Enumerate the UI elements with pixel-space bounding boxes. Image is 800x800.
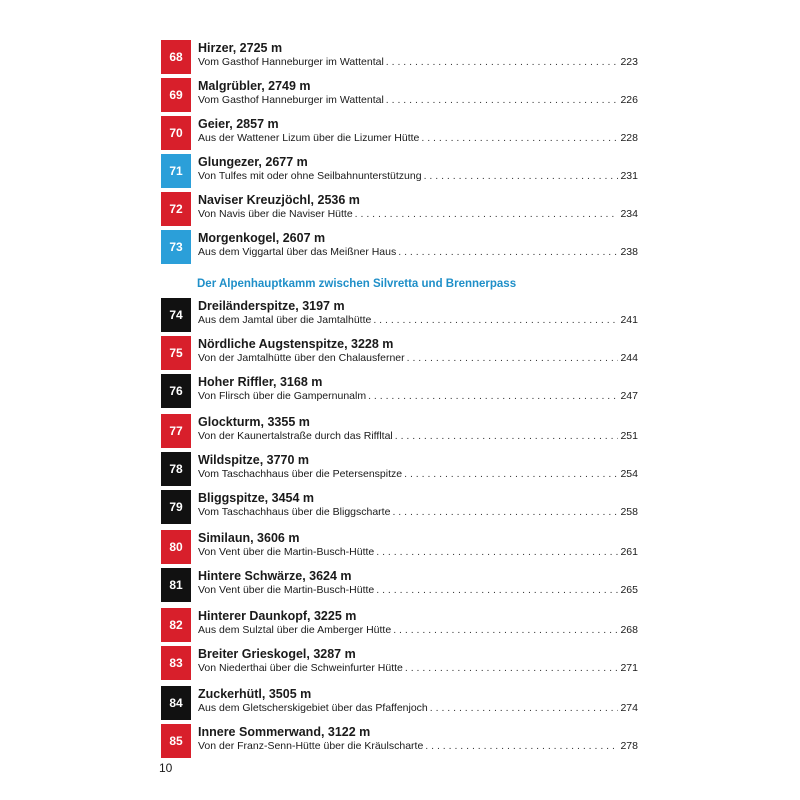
route-number-badge: 79 xyxy=(161,490,191,524)
dot-leader xyxy=(395,430,619,442)
route-line xyxy=(198,584,638,596)
route-description: Von der Jamtalhütte über den Chalausferner xyxy=(198,352,405,364)
toc-entry[interactable] xyxy=(161,414,641,448)
toc-entry[interactable] xyxy=(161,230,641,264)
dot-leader xyxy=(421,132,618,144)
toc-entry[interactable] xyxy=(161,608,641,642)
toc-entry[interactable] xyxy=(161,646,641,680)
peak-title: Hinterer Daunkopf, 3225 m xyxy=(198,609,357,623)
route-description: Vom Gasthof Hanneburger im Wattental xyxy=(198,94,384,106)
route-description: Von der Franz-Senn-Hütte über die Kräulscharte xyxy=(198,740,424,752)
route-number-badge: 75 xyxy=(161,336,191,370)
dot-leader xyxy=(425,740,618,752)
route-number-badge: 76 xyxy=(161,374,191,408)
peak-title: Hirzer, 2725 m xyxy=(198,41,283,55)
toc-entry[interactable] xyxy=(161,40,641,74)
peak-title: Glungezer, 2677 m xyxy=(198,155,308,169)
page-reference: 274 xyxy=(620,702,638,714)
route-number-badge: 71 xyxy=(161,154,191,188)
route-line xyxy=(198,170,638,182)
section-heading: Der Alpenhauptkamm zwischen Silvretta und Brennerpass xyxy=(197,278,517,290)
page-reference: 241 xyxy=(620,314,638,326)
route-number-badge: 73 xyxy=(161,230,191,264)
peak-title: Similaun, 3606 m xyxy=(198,531,300,545)
route-description: Von Vent über die Martin-Busch-Hütte xyxy=(198,546,375,558)
dot-leader xyxy=(355,208,619,220)
route-number-badge: 80 xyxy=(161,530,191,564)
page-number: 10 xyxy=(159,761,173,775)
route-line xyxy=(198,56,638,68)
route-line xyxy=(198,390,638,402)
dot-leader xyxy=(392,506,618,518)
toc-entry[interactable] xyxy=(161,374,641,408)
route-line xyxy=(198,430,638,442)
peak-title: Innere Sommerwand, 3122 m xyxy=(198,725,371,739)
route-description: Aus dem Jamtal über die Jamtalhütte xyxy=(198,314,372,326)
toc-entry[interactable] xyxy=(161,568,641,602)
route-description: Aus der Wattener Lizum über die Lizumer Hütte xyxy=(198,132,420,144)
page-reference: 226 xyxy=(620,94,638,106)
page-reference: 247 xyxy=(620,390,638,402)
dot-leader xyxy=(386,56,619,68)
route-number-badge: 69 xyxy=(161,78,191,112)
dot-leader xyxy=(407,352,619,364)
peak-title: Hoher Riffler, 3168 m xyxy=(198,375,323,389)
route-number-badge: 85 xyxy=(161,724,191,758)
peak-title: Morgenkogel, 2607 m xyxy=(198,231,326,245)
toc-entry[interactable] xyxy=(161,192,641,226)
page-reference: 254 xyxy=(620,468,638,480)
route-line xyxy=(198,352,638,364)
route-description: Vom Gasthof Hanneburger im Wattental xyxy=(198,56,384,68)
route-number-badge: 84 xyxy=(161,686,191,720)
toc-entry[interactable] xyxy=(161,116,641,150)
page-reference: 238 xyxy=(620,246,638,258)
route-line xyxy=(198,94,638,106)
route-description: Von der Kaunertalstraße durch das Riffltal xyxy=(198,430,393,442)
toc-entry[interactable] xyxy=(161,686,641,720)
route-number-badge: 81 xyxy=(161,568,191,602)
peak-title: Bliggspitze, 3454 m xyxy=(198,491,315,505)
route-description: Aus dem Viggartal über das Meißner Haus xyxy=(198,246,397,258)
peak-title: Glockturm, 3355 m xyxy=(198,415,310,429)
route-description: Von Navis über die Naviser Hütte xyxy=(198,208,353,220)
peak-title: Malgrübler, 2749 m xyxy=(198,79,311,93)
route-line xyxy=(198,506,638,518)
route-description: Von Vent über die Martin-Busch-Hütte xyxy=(198,584,375,596)
route-line xyxy=(198,740,638,752)
toc-entry[interactable] xyxy=(161,298,641,332)
route-number-badge: 72 xyxy=(161,192,191,226)
dot-leader xyxy=(386,94,619,106)
toc-entry[interactable] xyxy=(161,336,641,370)
route-line xyxy=(198,662,638,674)
page-reference: 261 xyxy=(620,546,638,558)
route-line xyxy=(198,132,638,144)
page-reference: 268 xyxy=(620,624,638,636)
route-line xyxy=(198,624,638,636)
route-line xyxy=(198,546,638,558)
route-description: Vom Taschachhaus über die Bliggscharte xyxy=(198,506,391,518)
dot-leader xyxy=(368,390,618,402)
route-description: Von Flirsch über die Gampernunalm xyxy=(198,390,367,402)
route-number-badge: 77 xyxy=(161,414,191,448)
peak-title: Nördliche Augstenspitze, 3228 m xyxy=(198,337,394,351)
route-number-badge: 68 xyxy=(161,40,191,74)
toc-entry[interactable] xyxy=(161,78,641,112)
page-reference: 271 xyxy=(620,662,638,674)
route-description: Vom Taschachhaus über die Petersenspitze xyxy=(198,468,403,480)
peak-title: Zuckerhütl, 3505 m xyxy=(198,687,312,701)
peak-title: Wildspitze, 3770 m xyxy=(198,453,310,467)
route-description: Von Tulfes mit oder ohne Seilbahnunterstützung xyxy=(198,170,422,182)
dot-leader xyxy=(393,624,618,636)
page-reference: 234 xyxy=(620,208,638,220)
dot-leader xyxy=(404,468,618,480)
dot-leader xyxy=(373,314,618,326)
peak-title: Dreiländerspitze, 3197 m xyxy=(198,299,345,313)
page-reference: 231 xyxy=(620,170,638,182)
page-reference: 228 xyxy=(620,132,638,144)
page-reference: 278 xyxy=(620,740,638,752)
route-line xyxy=(198,208,638,220)
route-line xyxy=(198,314,638,326)
toc-entry[interactable] xyxy=(161,724,641,758)
toc-entry[interactable] xyxy=(161,154,641,188)
route-line xyxy=(198,246,638,258)
route-number-badge: 82 xyxy=(161,608,191,642)
route-number-badge: 74 xyxy=(161,298,191,332)
route-number-badge: 83 xyxy=(161,646,191,680)
page-reference: 251 xyxy=(620,430,638,442)
page-reference: 265 xyxy=(620,584,638,596)
dot-leader xyxy=(424,170,619,182)
route-description: Aus dem Sulztal über die Amberger Hütte xyxy=(198,624,392,636)
route-line xyxy=(198,702,638,714)
dot-leader xyxy=(376,546,618,558)
peak-title: Geier, 2857 m xyxy=(198,117,279,131)
route-description: Aus dem Gletscherskigebiet über das Pfaffenjoch xyxy=(198,702,428,714)
toc-entry[interactable] xyxy=(161,530,641,564)
route-number-badge: 78 xyxy=(161,452,191,486)
page-reference: 223 xyxy=(620,56,638,68)
peak-title: Naviser Kreuzjöchl, 2536 m xyxy=(198,193,360,207)
peak-title: Hintere Schwärze, 3624 m xyxy=(198,569,352,583)
dot-leader xyxy=(376,584,618,596)
toc-entry[interactable] xyxy=(161,452,641,486)
page-reference: 258 xyxy=(620,506,638,518)
route-number-badge: 70 xyxy=(161,116,191,150)
dot-leader xyxy=(430,702,619,714)
dot-leader xyxy=(398,246,618,258)
toc-entry[interactable] xyxy=(161,490,641,524)
page-reference: 244 xyxy=(620,352,638,364)
route-line xyxy=(198,468,638,480)
route-description: Von Niederthai über die Schweinfurter Hütte xyxy=(198,662,403,674)
dot-leader xyxy=(405,662,619,674)
peak-title: Breiter Grieskogel, 3287 m xyxy=(198,647,356,661)
